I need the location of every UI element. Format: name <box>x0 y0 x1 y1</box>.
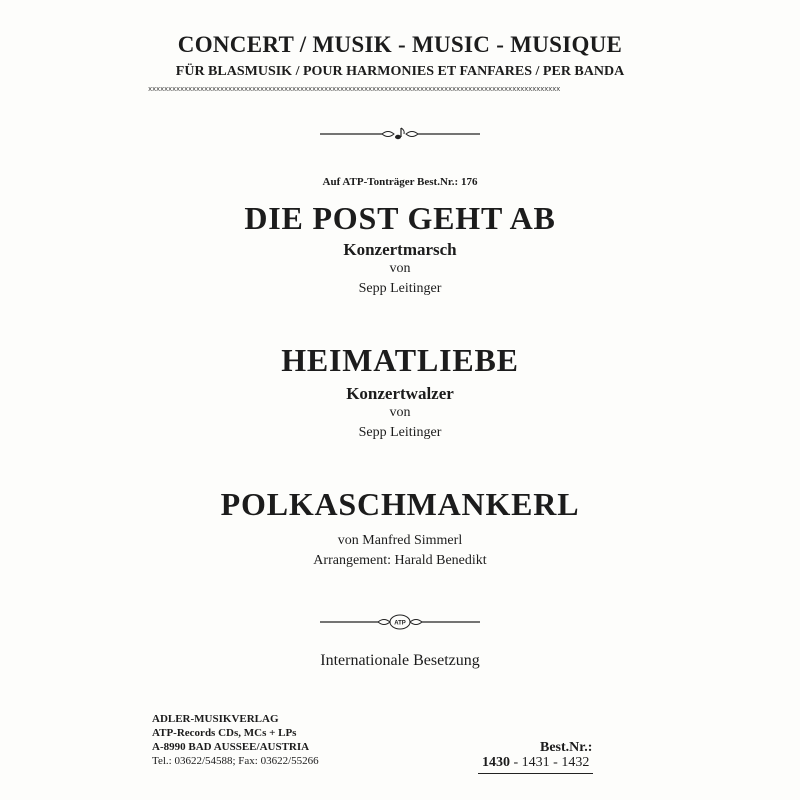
piece-genre: Konzertmarsch <box>343 240 457 259</box>
decorative-x-line: xxxxxxxxxxxxxxxxxxxxxxxxxxxxxxxxxxxxxxxxxxxxxxxxxxxxxxxxxxxxxxxxxxxxxxxxxxxxxxxxxxxxxxxxxxxxxxxxxxxxxxx <box>148 86 561 94</box>
publisher-name: ADLER-MUSIKVERLAG <box>152 713 279 725</box>
music-note-divider-icon <box>320 126 480 142</box>
atp-logo-divider-icon <box>320 612 480 632</box>
piece-title: HEIMATLIEBE <box>281 342 519 378</box>
order-numbers <box>478 755 593 774</box>
order-number-label: Best.Nr.: <box>540 740 593 755</box>
publisher-address: A-8990 BAD AUSSEE/AUSTRIA <box>152 741 310 753</box>
publisher-contact: Tel.: 03622/54588; Fax: 03622/55266 <box>152 755 319 767</box>
order-number-main: 1430 <box>482 755 510 770</box>
piece-composer: Sepp Leitinger <box>358 281 442 296</box>
publisher-block <box>152 712 319 768</box>
piece-by: von <box>389 261 411 276</box>
piece-composer: Sepp Leitinger <box>358 425 442 440</box>
publisher-products: ATP-Records CDs, MCs + LPs <box>152 727 297 739</box>
page-header-subtitle: FÜR BLASMUSIK / POUR HARMONIES ET FANFARES / PER BANDA <box>175 64 625 79</box>
piece-title: POLKASCHMANKERL <box>220 486 580 522</box>
piece-by: von <box>389 405 411 420</box>
piece-genre: Konzertwalzer <box>346 384 454 403</box>
recording-note: Auf ATP-Tonträger Best.Nr.: 176 <box>322 176 478 188</box>
piece-composer: von Manfred Simmerl <box>337 533 463 548</box>
piece-arrangement: Arrangement: Harald Benedikt <box>313 553 487 568</box>
order-number-others: - 1431 - 1432 <box>510 755 590 770</box>
page-header-title: CONCERT / MUSIK - MUSIC - MUSIQUE <box>177 32 623 57</box>
instrumentation-note: Internationale Besetzung <box>320 652 480 669</box>
atp-logo-text: ATP <box>394 620 406 627</box>
piece-title: DIE POST GEHT AB <box>244 200 556 236</box>
